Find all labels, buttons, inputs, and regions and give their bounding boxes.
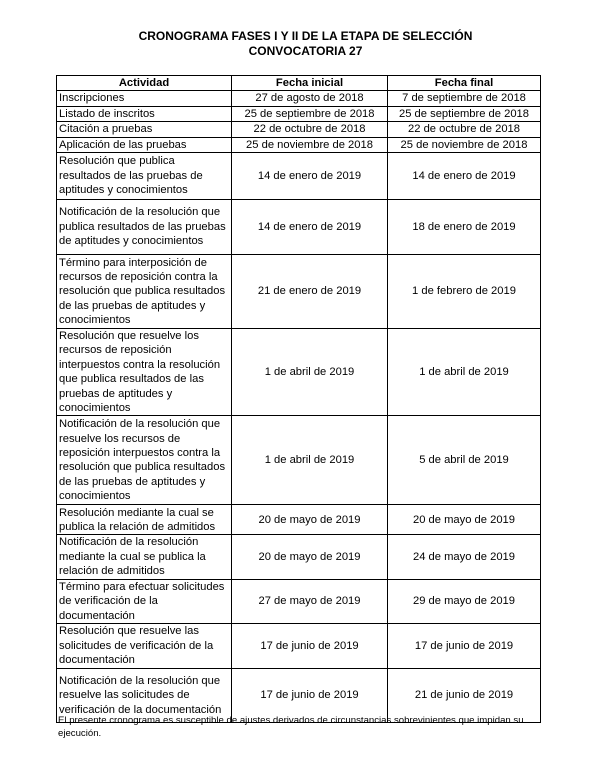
end-date-cell: 18 de enero de 2019 [388, 200, 541, 255]
end-date-cell: 25 de noviembre de 2018 [388, 137, 541, 152]
activity-cell: Citación a pruebas [57, 122, 232, 137]
start-date-cell: 20 de mayo de 2019 [232, 505, 388, 535]
table-row [57, 416, 541, 505]
table-row [57, 200, 541, 255]
activity-cell: Aplicación de las pruebas [57, 137, 232, 152]
table-row [57, 91, 541, 106]
start-date-cell: 14 de enero de 2019 [232, 200, 388, 255]
document-title: CRONOGRAMA FASES I Y II DE LA ETAPA DE SELECCIÓN [138, 29, 473, 43]
start-date-cell: 22 de octubre de 2018 [232, 122, 388, 137]
start-date-cell: 20 de mayo de 2019 [232, 535, 388, 579]
end-date-cell: 7 de septiembre de 2018 [388, 91, 541, 106]
activity-cell: Término para interposición de recursos de reposición contra la resolución que publica resultados de las pruebas de aptitudes y conocimientos [57, 255, 232, 329]
start-date-cell: 14 de enero de 2019 [232, 153, 388, 200]
end-date-cell: 21 de junio de 2019 [388, 668, 541, 722]
end-date-cell: 24 de mayo de 2019 [388, 535, 541, 579]
activity-cell: Término para efectuar solicitudes de verificación de la documentación [57, 579, 232, 623]
activity-cell: Resolución mediante la cual se publica la relación de admitidos [57, 505, 232, 535]
end-date-cell: 20 de mayo de 2019 [388, 505, 541, 535]
end-date-cell: 1 de abril de 2019 [388, 329, 541, 416]
header-fecha-final: Fecha final [388, 76, 541, 91]
table-row [57, 122, 541, 137]
header-fecha-inicial: Fecha inicial [232, 76, 388, 91]
start-date-cell: 17 de junio de 2019 [232, 623, 388, 668]
end-date-cell: 1 de febrero de 2019 [388, 255, 541, 329]
table-row [57, 137, 541, 152]
table-row [57, 579, 541, 623]
table-row [57, 505, 541, 535]
end-date-cell: 17 de junio de 2019 [388, 623, 541, 668]
start-date-cell: 25 de noviembre de 2018 [232, 137, 388, 152]
end-date-cell: 14 de enero de 2019 [388, 153, 541, 200]
start-date-cell: 25 de septiembre de 2018 [232, 106, 388, 121]
start-date-cell: 21 de enero de 2019 [232, 255, 388, 329]
table-row [57, 535, 541, 579]
document-subtitle: CONVOCATORIA 27 [248, 44, 363, 58]
end-date-cell: 5 de abril de 2019 [388, 416, 541, 505]
activity-cell: Resolución que resuelve los recursos de reposición interpuestos contra la resolución que publica resultados de las pruebas de aptitudes y conocimientos [57, 329, 232, 416]
table-row [57, 329, 541, 416]
table-row [57, 623, 541, 668]
table-row [57, 255, 541, 329]
start-date-cell: 17 de junio de 2019 [232, 668, 388, 722]
activity-cell: Notificación de la resolución mediante la cual se publica la relación de admitidos [57, 535, 232, 579]
end-date-cell: 29 de mayo de 2019 [388, 579, 541, 623]
start-date-cell: 1 de abril de 2019 [232, 329, 388, 416]
end-date-cell: 25 de septiembre de 2018 [388, 106, 541, 121]
end-date-cell: 22 de octubre de 2018 [388, 122, 541, 137]
activity-cell: Notificación de la resolución que resuelve las solicitudes de verificación de la documentación [57, 668, 232, 722]
schedule-table [56, 75, 541, 723]
start-date-cell: 1 de abril de 2019 [232, 416, 388, 505]
activity-cell: Resolución que resuelve las solicitudes de verificación de la documentación [57, 623, 232, 668]
activity-cell: Resolución que publica resultados de las pruebas de aptitudes y conocimientos [57, 153, 232, 200]
table-row [57, 153, 541, 200]
start-date-cell: 27 de mayo de 2019 [232, 579, 388, 623]
table-row [57, 106, 541, 121]
start-date-cell: 27 de agosto de 2018 [232, 91, 388, 106]
activity-cell: Notificación de la resolución que resuelve los recursos de reposición interpuestos contra la resolución que publica resultados de las pruebas de aptitudes y conocimientos [57, 416, 232, 505]
header-actividad: Actividad [57, 76, 232, 91]
activity-cell: Notificación de la resolución que publica resultados de las pruebas de aptitudes y conocimientos [57, 200, 232, 255]
table-header-row [57, 76, 541, 91]
activity-cell: Inscripciones [57, 91, 232, 106]
activity-cell: Listado de inscritos [57, 106, 232, 121]
footnote: El presente cronograma es susceptible de ajustes derivados de circunstancias sobrevinientes que impidan su ejecución. [58, 715, 524, 739]
